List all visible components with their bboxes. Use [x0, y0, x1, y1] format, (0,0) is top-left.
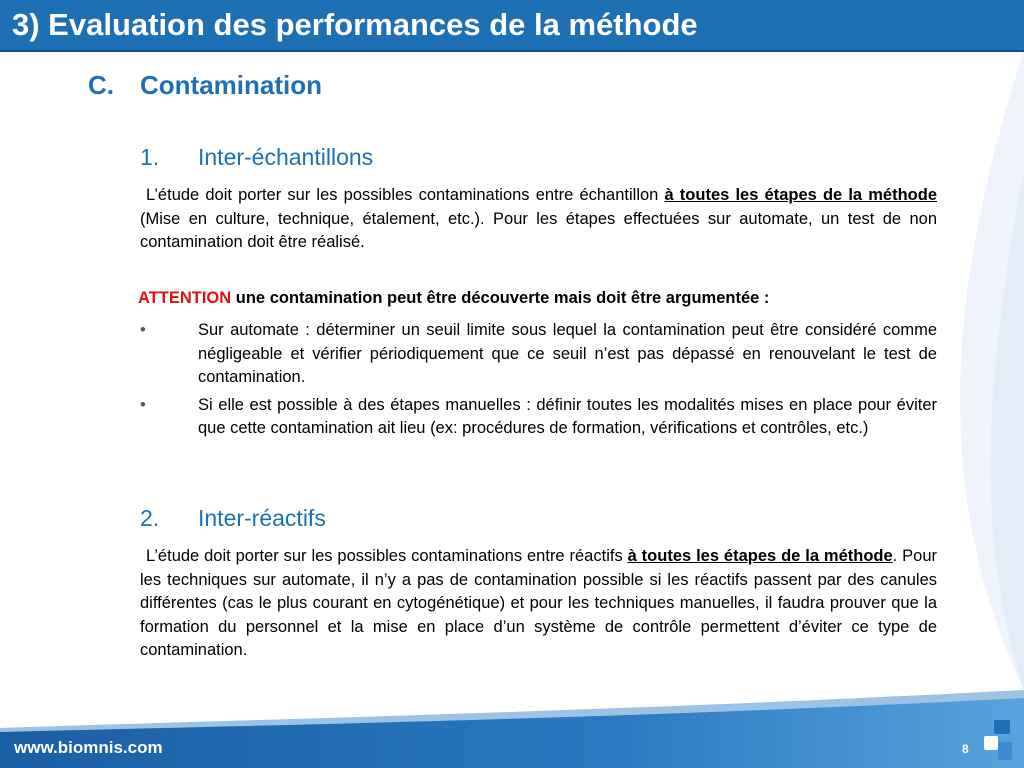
subsection-2-heading	[140, 505, 326, 532]
attention-label: ATTENTION	[138, 289, 232, 307]
attention-bullet-list	[140, 319, 937, 445]
bullet-text: Si elle est possible à des étapes manuelles : définir toutes les modalités mises en place pour éviter que cette contamination ait lieu (ex: procédures de formation, vérifications et contrôles, etc.)	[198, 395, 937, 437]
para-2-emphasis: à toutes les étapes de la méthode	[627, 547, 893, 565]
para-2-text-b: . Pour les techniques sur automate, il n’y a pas de contamination possible si les réactifs passent par des canules différentes (cas le plus courant en cytogénétique) et pour les techniques manuelles, il faudra prouver que la formation du personnel et la mise en place d’un système de contrôle permettent d’éviter ce type de contamination.	[140, 547, 937, 659]
section-title: Contamination	[140, 70, 322, 100]
para-2-text-a: L’étude doit porter sur les possibles contaminations entre réactifs	[146, 547, 628, 565]
bullet-text: Sur automate : déterminer un seuil limite sous lequel la contamination peut être considéré comme négligeable et vérifier périodiquement que ce seuil n’est pas dépassé en renouvelant le test de contamination.	[198, 321, 937, 386]
slide-title: 3) Evaluation des performances de la méthode	[12, 7, 698, 42]
list-item	[140, 319, 937, 390]
subsection-2-paragraph	[140, 545, 937, 663]
list-item	[140, 394, 937, 441]
page-number: 8	[962, 742, 969, 756]
bullet-icon: •	[140, 321, 146, 339]
title-bar	[0, 0, 1024, 52]
subsection-1-heading	[140, 144, 373, 171]
bullet-icon: •	[140, 395, 146, 414]
subsection-2-title: Inter-réactifs	[198, 505, 326, 531]
section-number: C.	[88, 70, 114, 100]
attention-text: une contamination peut être découverte mais doit être argumentée :	[231, 289, 770, 307]
para-1-text-a: L’étude doit porter sur les possibles contaminations entre échantillon	[146, 186, 665, 204]
attention-line	[138, 289, 769, 308]
subsection-1-number: 1.	[140, 144, 160, 170]
section-heading	[88, 70, 322, 101]
biomnis-logo-icon	[980, 718, 1014, 764]
subsection-1-paragraph	[140, 184, 937, 255]
subsection-2-number: 2.	[140, 505, 160, 531]
para-1-text-b: (Mise en culture, technique, étalement, etc.). Pour les étapes effectuées sur automate, un test de non contamination doit être réalisé.	[140, 209, 937, 251]
subsection-1-title: Inter-échantillons	[198, 144, 374, 170]
para-1-emphasis: à toutes les étapes de la méthode	[664, 186, 937, 204]
footer-website-link[interactable]: www.biomnis.com	[14, 738, 163, 757]
